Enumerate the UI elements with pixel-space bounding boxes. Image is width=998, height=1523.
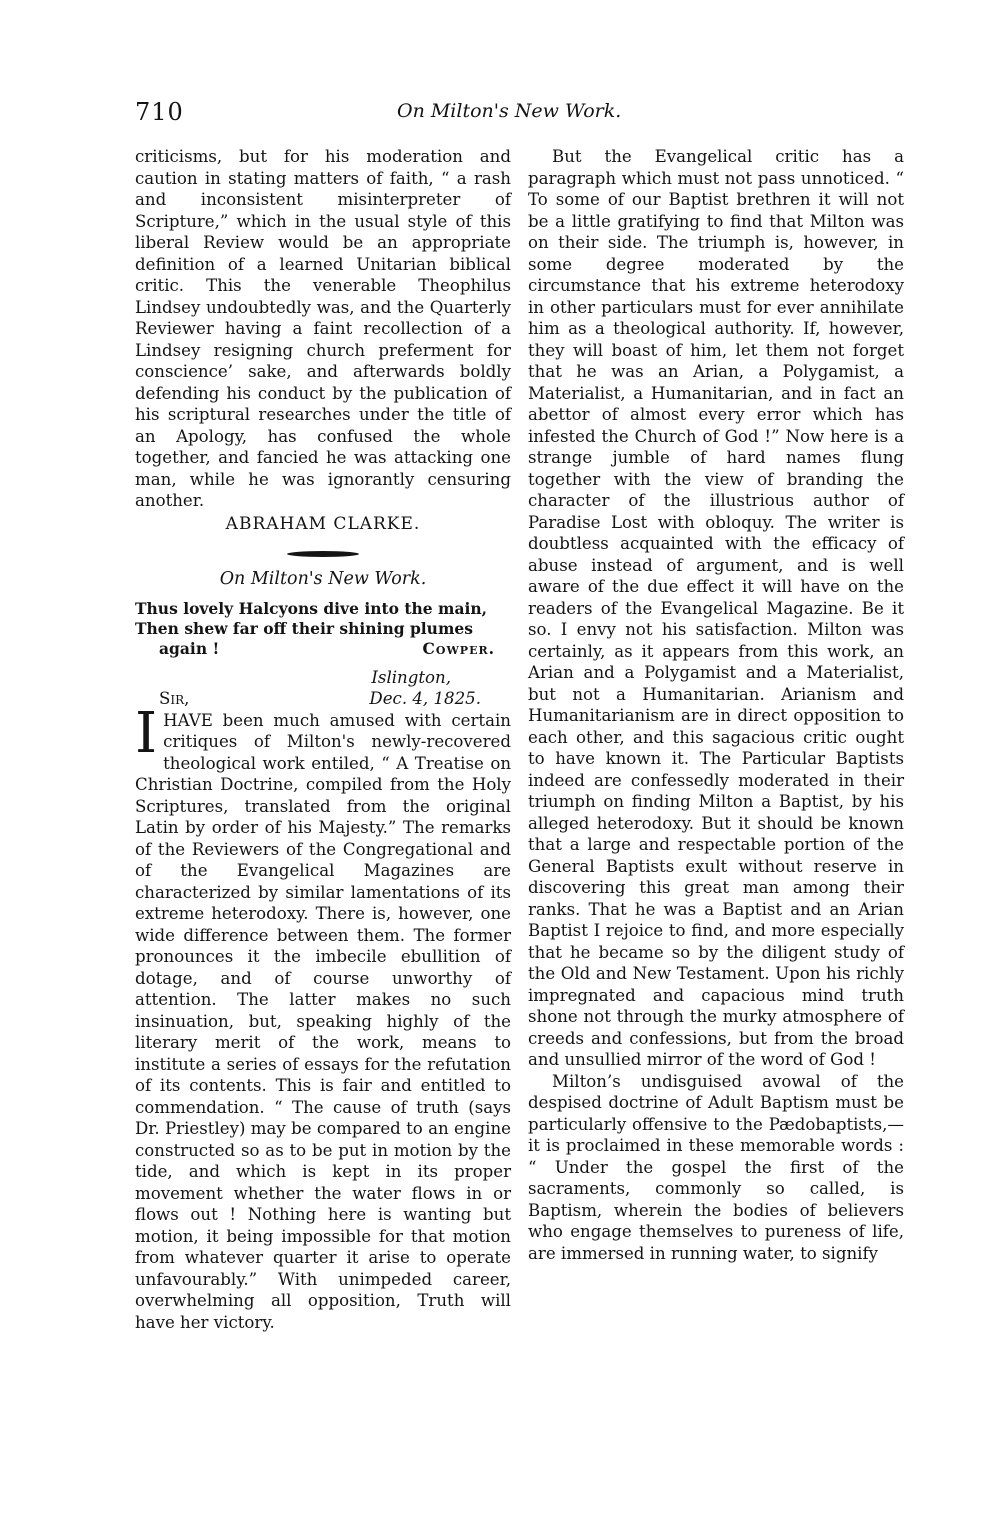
author-signature: ABRAHAM CLARKE. <box>225 513 421 534</box>
drop-cap: I <box>135 700 158 766</box>
letter-body <box>135 700 511 1334</box>
epigraph-author: Cowper. <box>422 638 495 658</box>
right-paragraph-2: Milton’s undisguised avowal of the despised doctrine of Adult Baptism must be particularly offensive to the Pædobaptists,—it is proclaimed in these memorable words : “ Under the gospel the first of the sacraments, commonly so called, is Baptism, wherein the bodies of believers who engage themselves to pureness of life, are immersed in running water, to signify <box>528 1071 904 1263</box>
section-divider <box>287 551 359 557</box>
epigraph <box>135 599 511 659</box>
right-paragraph-1: But the Evangelical critic has a paragraph which must not pass unnoticed. “ To some of our Baptist brethren it will not be a little gratifying to find that Milton was on their side. The triumph is, however, in some degree moderated by the circumstance that his extreme heterodoxy in other particulars must for ever annihilate him as a theological authority. If, however, they will boast of him, let them not forget that he was an Arian, a Polygamist, a Materialist, a Humanitarian, and in fact an abettor of almost every error which has infested the Church of God !” Now here is a strange jumble of hard names flung together with the view of branding the character of the illustrious author of Paradise Lost with obloquy. The writer is doubtless acquainted with the efficacy of abuse instead of argument, and is well aware of the due effect it will have on the readers of the Evangelical Magazine. Be it so. I envy not his satisfaction. Milton was certainly, as it appears from this work, an Arian and a Polygamist and a Materialist, but not a Humanitarian. Arianism and Humanitarianism are in direct opposition to each other, and this sagacious critic ought to have known it. The Particular Baptists indeed are confessedly moderated in their triumph on finding Milton a Baptist, by his alleged heterodoxy. But it should be known that a large and respectable portion of the General Baptists exult without reserve in discovering this great man among their ranks. That he was a Baptist and an Arian Baptist I rejoice to find, and more especially that he became so by the diligent study of the Old and New Testament. Upon his richly impregnated and capacious mind truth shone not through the murky atmosphere of creeds and confessions, but from the broad and unsullied mirror of the word of God ! <box>528 147 904 1069</box>
epigraph-line-1: Thus lovely Halcyons dive into the main, <box>135 598 488 618</box>
page-header <box>135 98 875 132</box>
letter-date: Dec. 4, 1825. <box>369 689 481 708</box>
letter-body-text: HAVE been much amused with certain critiques of Milton's newly-recovered theological work entiled, “ A Treatise on Christian Doctrine, compiled from the Holy Scriptures, translated from the original Latin by order of his Majesty.” The remarks of the Reviewers of the Congregational and of the Evangelical Magazines are characterized by similar lamentations of its extreme heterodoxy. There is, however, one wide difference between them. The former pronounces it the imbecile ebullition of dotage, and of course unworthy of attention. The latter makes no such insinuation, but, speaking highly of the literary merit of the work, means to institute a series of essays for the refutation of its contents. This is fair and entitled to commendation. “ The cause of truth (says Dr. Priestley) may be compared to an engine constructed so as to be put in motion by the tide, and which is kept in its proper movement whether the water flows in or flows out ! Nothing here is wanting but motion, it being impossible for that motion from whatever quarter it arise to operate unfavourably.” With unimpeded career, overwhelming all opposition, Truth will have her victory. <box>135 710 511 1332</box>
letter-place: Islington, <box>371 667 451 687</box>
article-title: On Milton's New Work. <box>219 569 427 589</box>
page-number: 710 <box>135 98 184 126</box>
left-column <box>135 146 511 1333</box>
salutation-row <box>135 688 511 710</box>
epigraph-line-2: Then shew far off their shining plumes <box>135 618 473 638</box>
salutation: Sir, <box>159 689 190 708</box>
dateline <box>135 667 511 710</box>
running-title: On Milton's New Work. <box>397 100 622 122</box>
continuation-paragraph: criticisms, but for his moderation and caution in stating matters of faith, “ a rash and inconsistent misinterpreter of Scripture,” which in the usual style of this liberal Review would be an appropriate definition of a learned Unitarian biblical critic. This the venerable Theophilus Lindsey undoubtedly was, and the Quarterly Reviewer having a faint recollection of a Lindsey resigning church preferment for conscience’ sake, and afterwards boldly defending his conduct by the publication of his scriptural researches under the title of an Apology, has confused the whole together, and fancied he was attacking one man, while he was ignorantly censuring another. <box>135 147 511 510</box>
epigraph-line-3-row <box>135 639 511 659</box>
right-column <box>528 146 904 1264</box>
epigraph-line-3: again ! <box>159 638 220 658</box>
